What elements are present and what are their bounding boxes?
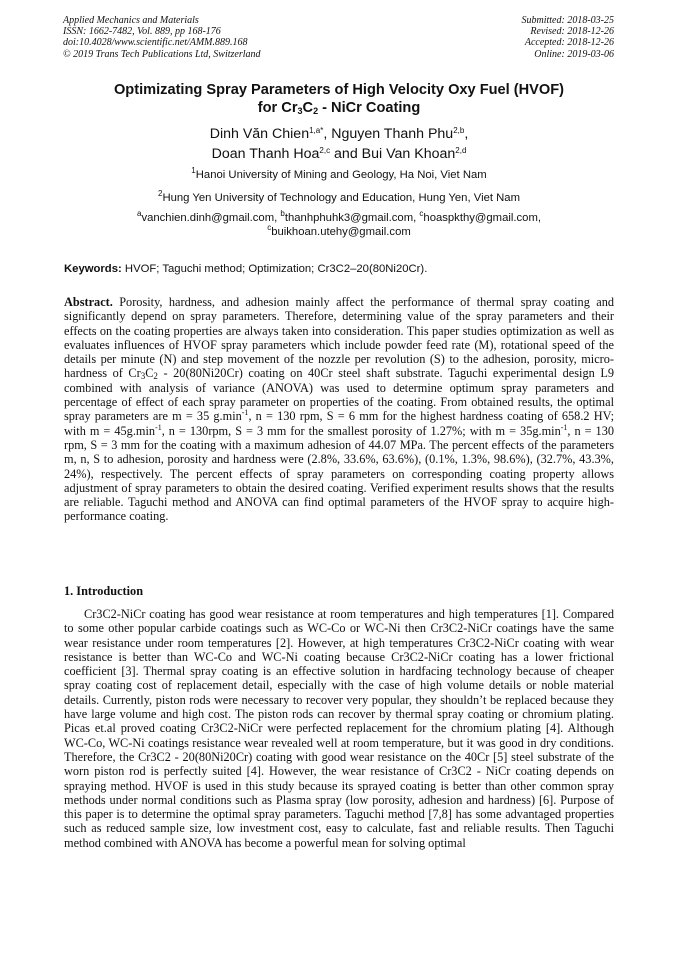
keywords-label: Keywords: xyxy=(64,263,122,275)
abstract-label: Abstract. xyxy=(64,295,113,309)
online-date: Online: 2019-03-06 xyxy=(534,48,614,60)
affiliation-1: $^1$Hanoi University of Mining and Geology, Ha Noi, Viet Nam xyxy=(191,166,487,181)
keywords xyxy=(64,263,427,275)
copyright: © 2019 Trans Tech Publications Ltd, Switzerland xyxy=(63,48,261,60)
title-line-2: for $Cr_3C_2$ - NiCr Coating xyxy=(257,100,421,116)
accepted-date: Accepted: 2018-12-26 xyxy=(524,37,614,49)
authors xyxy=(40,124,638,164)
emails-line-1: $^a$vanchien.dinh@gmail.com, $^b$thanhphuhk3@gmail.com, $^c$hoaspkthy@gmail.com, xyxy=(136,209,541,224)
revised-date: Revised: 2018-12-26 xyxy=(530,26,614,38)
submitted-date: Submitted: 2018-03-25 xyxy=(521,15,614,26)
journal-header xyxy=(63,15,363,60)
introduction-paragraph: Cr3C2-NiCr coating has good wear resistance at room temperatures and high temperatures [1]. Compared to some other popular carbide coatings such as WC-Co or WC-Ni then Cr3C2-NiCr coatings have the same wear resistance under room temperatures [2]. However, at high temperatures Cr3C2-NiCr coating with wear resistance is better than WC-Co and WC-Ni coating because Cr3C2-NiCr coating has a lower frictional coefficient [3]. Thermal spray coating is an effective solution in hardfacing technology because of cheaper spray coating cost of replacement detail, especially with the case of high volume details or noble material details. Currently, piston rods were necessary to recover very popular, they shouldn’t be replaced because they have large volume and high cost. The piston rods can recover by thermal spray coating or chromium plating. Picas et.al proved coating Cr3C2-NiCr were perfected replacement for the chromium plating [4]. Although WC-Co, WC-Ni coatings resistance wear revealed well at room temperature, but it was good in dry conditions. Therefore, the Cr3C2 - 20(80Ni20Cr) coating with good wear resistance on the 40Cr [5] steel substrate of the worn piston rod is perfectly suited [4]. However, the wear resistance of Cr3C2 - NiCr coating depends on spraying method. HVOF is used in this study because its sprayed coating is better than other common spray methods under normal conditions such as Plasma spray (low porosity, adhesion and hardness) [6]. Purpose of this paper is to determine the optimal spray parameters. Taguchi method [7,8] has some advantaged properties such as reduced sample size, low investment cost, easy to calculate, fast and reliable results. Then Taguchi method combined with ANOVA has become a powerful mean for solving optimal xyxy=(64,607,614,850)
doi: doi:10.4028/www.scientific.net/AMM.889.168 xyxy=(63,37,248,49)
authors-line-2: Doan Thanh Hoa$^{2,c}$ and Bui Van Khoan$^{2,d}$ xyxy=(211,146,467,162)
emails xyxy=(40,211,638,239)
abstract: Abstract. Porosity, hardness, and adhesion mainly affect the performance of thermal spray coating and significantly depend on spray parameters. Therefore, determining value of the spray parameters and their effects on the coating properties are always taken into consideration. This paper studies optimization as well as evaluates influences of HVOF spray parameters which include powder feed rate (M), rotational speed of the details per minute (N) and step movement of the nozzle per revolution (S) to the adhesion, porosity, micro-hardness of $Cr_3C_2 - 20(80Ni20Cr)$ coating on 40Cr steel shaft substrate. Taguchi experimental design L9 combined with analysis of variance (ANOVA) was used to determine optimum spray parameters and percentage of effect of each spray parameter on properties of the coating. From obtained results, the optimal spray parameters are m = 35 $g.\min^{-1}$, n = 130 rpm, S = 6 mm for the highest hardness coating of 658.2 HV; with $m = 45g.\min^{-1}$, n = 130rpm, S = 3 mm for the smallest porosity of 1.27%; with $m = 35g.\min^{-1}$, n = 130 rpm, S = 3 mm for the coating with a maximum adhesion of 44.07 MPa. The percent effects of the parameters m, n, S to adhesion, porosity and hardness were (2.8%, 33.6%, 63.6%), (0.1%, 1.3%, 98.6%), (32.7%, 43.3%, 24%), respectively. The percent effects of spray parameters on corresponding coating property allows adjustment of spray parameters to obtain the desired coating. Verified experiment results shows that the results are reliable. Taguchi method and ANOVA can find optimal parameters of the HVOF spray to acquire high-performance coating. xyxy=(64,295,615,524)
keywords-text: HVOF; Taguchi method; Optimization; Cr3C2–20(80Ni20Cr). xyxy=(121,263,428,275)
emails-line-2: $^c$buikhoan.utehy@gmail.com xyxy=(267,223,411,238)
introduction-body xyxy=(64,607,614,850)
authors-line-1: Dinh Văn Chien$^{1,a*}$, Nguyen Thanh Phu$^{2,b}$, xyxy=(209,126,469,142)
section-heading-introduction: 1. Introduction xyxy=(64,584,144,598)
affiliation-2: $^2$Hung Yen University of Technology and Education, Hung Yen, Viet Nam xyxy=(157,189,520,204)
title-line-1: Optimizating Spray Parameters of High Velocity Oxy Fuel (HVOF) xyxy=(113,82,565,98)
paper-title xyxy=(40,81,638,117)
issn: ISSN: 1662-7482, Vol. 889, pp 168-176 xyxy=(63,26,221,38)
journal-name: Applied Mechanics and Materials xyxy=(63,15,199,26)
dates-header xyxy=(394,15,614,60)
